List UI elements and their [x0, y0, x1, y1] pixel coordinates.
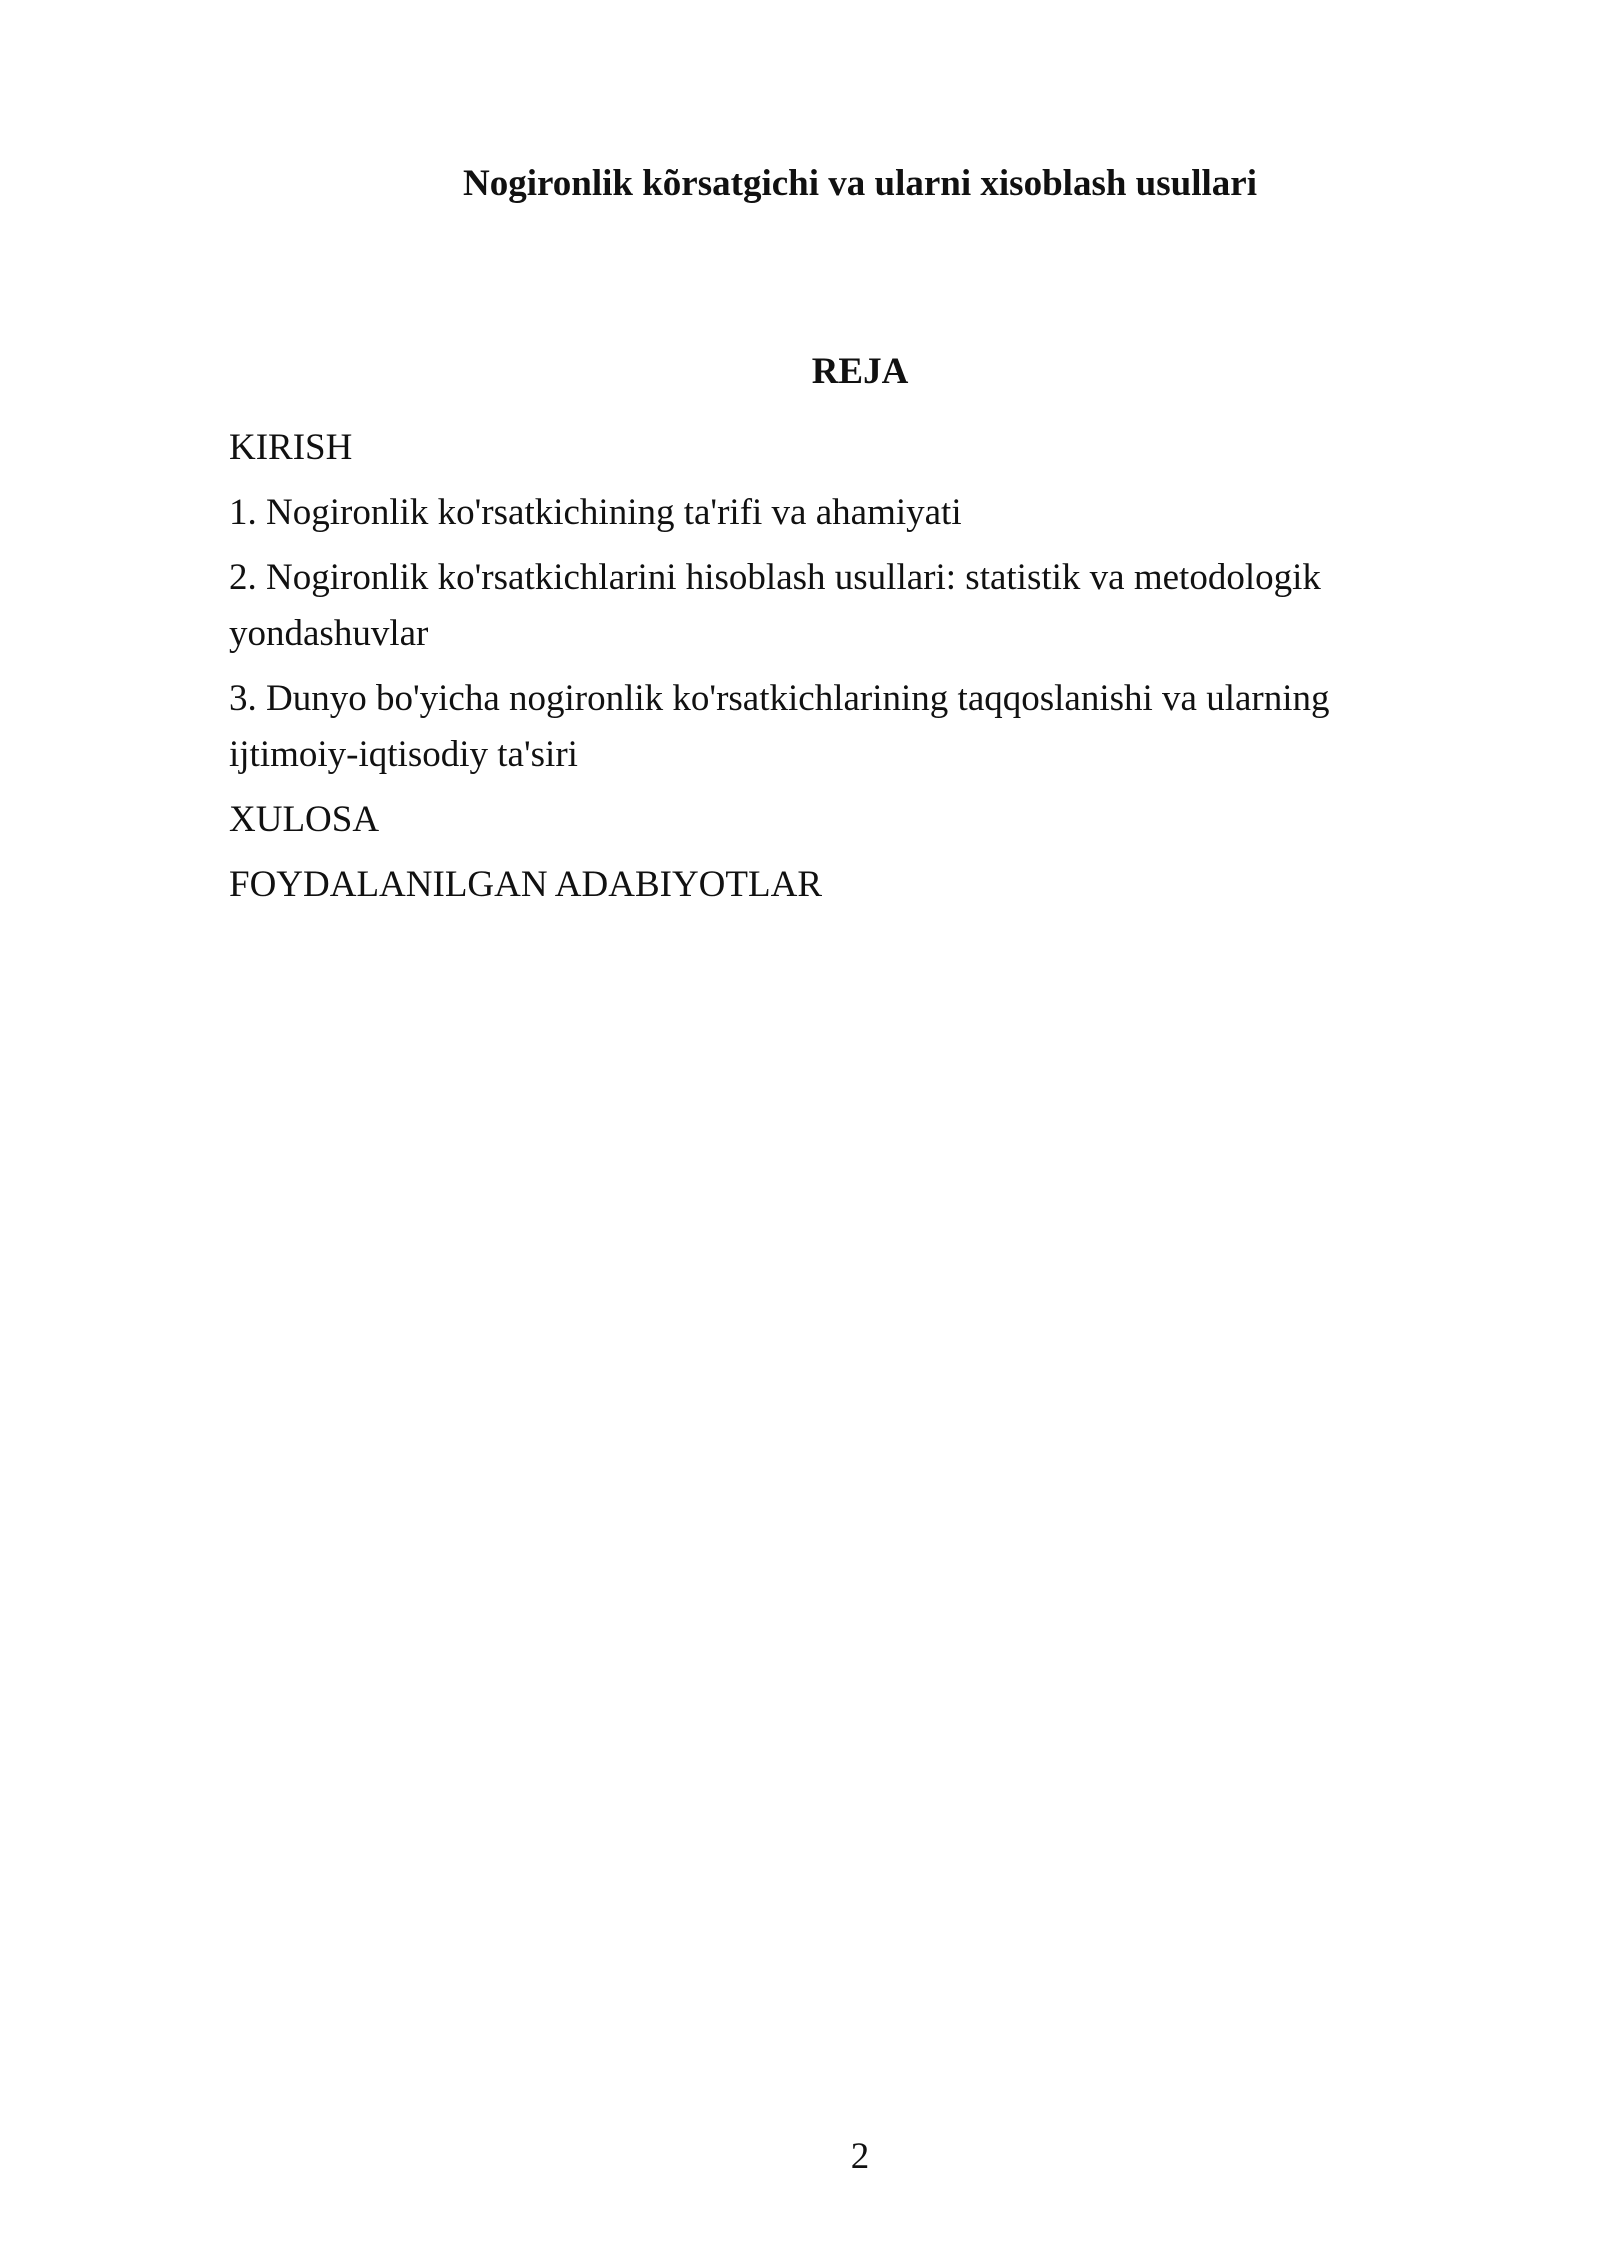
plan-item-introduction: KIRISH — [229, 427, 353, 468]
plan-item-3: 3. Dunyo bo'yicha nogironlik ko'rsatkichlarining taqqoslanishi va ularning ijtimoiy-iqtisodiy ta'siri — [229, 678, 1330, 775]
plan-item-references: FOYDALANILGAN ADABIYOTLAR — [229, 864, 822, 905]
plan-heading: REJA — [811, 351, 909, 392]
plan-list — [229, 420, 1409, 922]
plan-item-conclusion: XULOSA — [229, 799, 380, 840]
plan-item-1: 1. Nogironlik ko'rsatkichining ta'rifi va ahamiyati — [229, 492, 962, 533]
plan-item-2: 2. Nogironlik ko'rsatkichlarini hisoblash usullari: statistik va metodologik yondashuvlar — [229, 557, 1321, 654]
page-number: 2 — [850, 2136, 870, 2177]
document-title: Nogironlik kõrsatgichi va ularni xisoblash usullari — [463, 163, 1257, 204]
